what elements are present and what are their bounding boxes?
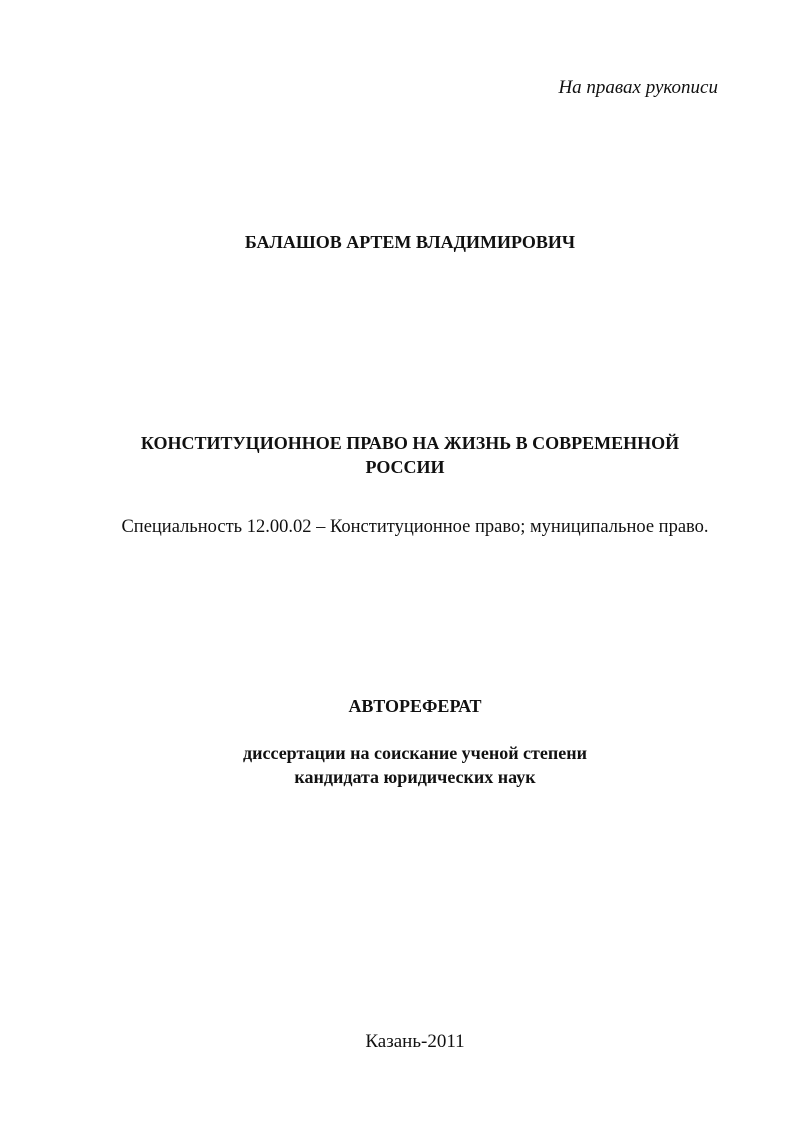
author-name: БАЛАШОВ АРТЕМ ВЛАДИМИРОВИЧ [244, 232, 576, 252]
dissertation-title-line-1: КОНСТИТУЦИОННОЕ ПРАВО НА ЖИЗНЬ В СОВРЕМЕННОЙ [140, 433, 680, 453]
city-year: Казань-2011 [365, 1031, 465, 1052]
document-type: АВТОРЕФЕРАТ [348, 696, 482, 716]
degree-line-2: кандидата юридических наук [294, 767, 536, 787]
rights-note: На правах рукописи [558, 77, 718, 98]
degree-line-1: диссертации на соискание ученой степени [243, 743, 587, 763]
dissertation-title-line-2: РОССИИ [365, 457, 445, 477]
specialty-line: Специальность 12.00.02 – Конституционное право; муниципальное право. [121, 517, 709, 537]
